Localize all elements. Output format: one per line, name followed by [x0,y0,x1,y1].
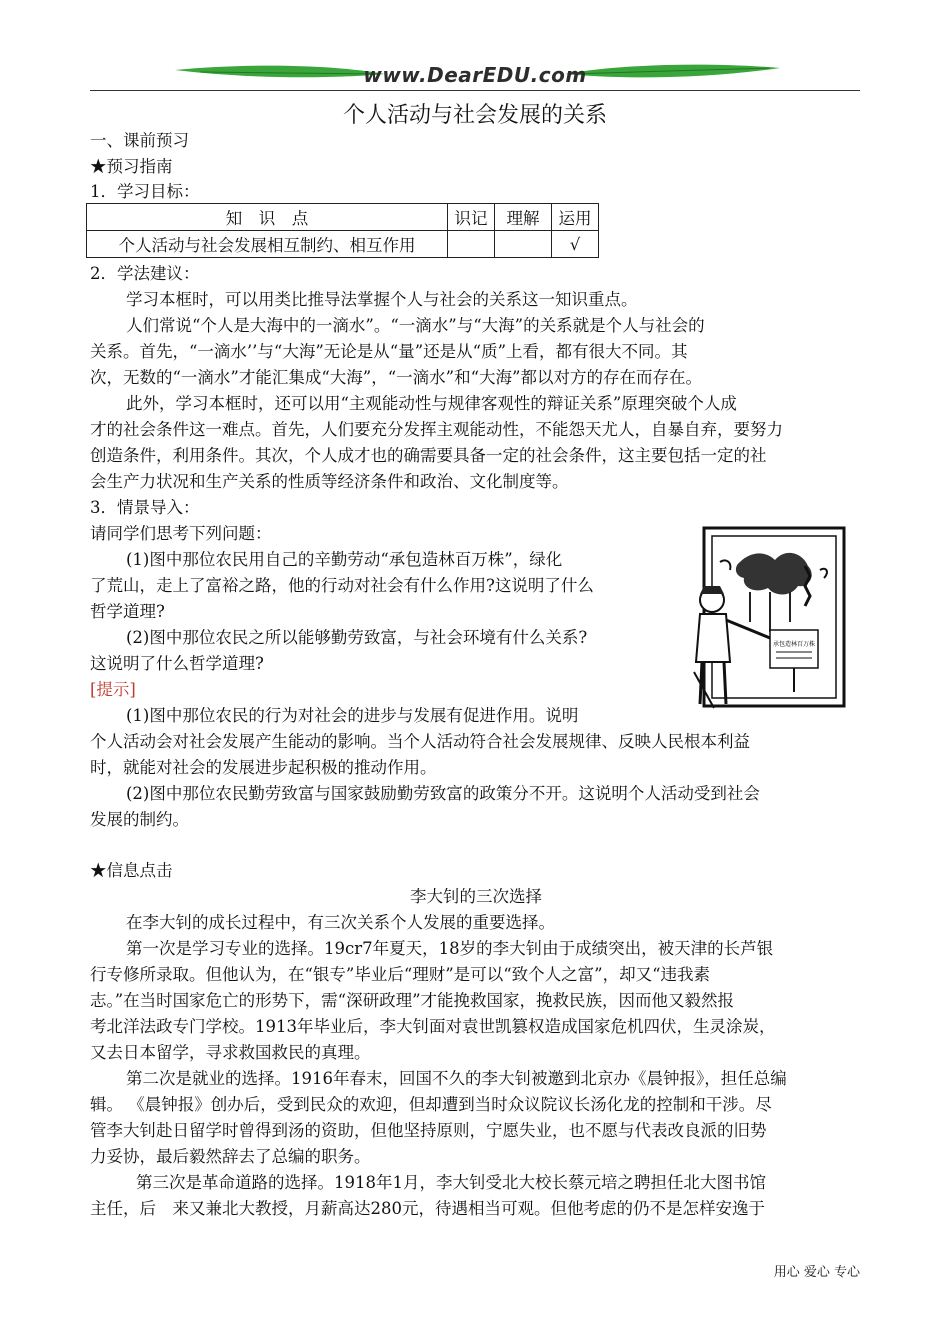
paragraph-line: 学习本框时，可以用类比推导法掌握个人与社会的关系这一知识重点。 [126,290,638,309]
sign-text: 承包造林百万株 [772,641,816,648]
method-heading: 2．学法建议： [90,264,200,283]
article-title: 李大钊的三次选择 [410,887,542,906]
table-cell [495,231,552,258]
farmer-illustration [690,522,860,712]
site-logo-text[interactable]: www.DearEDU.com [363,63,587,87]
table-row [87,231,599,258]
paragraph-line: 辑。 《晨钟报》创办后，受到民众的欢迎，但却遭到当时众议院议长汤化龙的控制和干涉。尽 [90,1095,772,1114]
table-cell: 个人活动与社会发展相互制约、相互作用 [87,231,448,258]
paragraph-line: 发展的制约。 [90,810,189,829]
paragraph-line: 时，就能对社会的发展进步起积极的推动作用。 [90,758,437,777]
paragraph-line: 创造条件，利用条件。其次，个人成才也的确需要具备一定的社会条件，这主要包括一定的社 [90,446,767,465]
table-header-cell: 知 识 点 [87,204,448,231]
paragraph-line: 管李大钊赴日留学时曾得到汤的资助，但他坚持原则，宁愿失业，也不愿与代表改良派的旧势 [90,1121,767,1140]
paragraph-line: 请同学们思考下列问题： [90,524,272,543]
paragraph-line: 次，无数的“一滴水”才能汇集成“大海”，“一滴水”和“大海”都以对方的存在而存在。 [90,368,702,387]
paragraph-line: 力妥协，最后毅然辞去了总编的职务。 [90,1147,371,1166]
section-heading: 一、课前预习 [90,131,189,150]
paragraph-line: 在李大钊的成长过程中，有三次关系个人发展的重要选择。 [126,913,555,932]
paragraph-line: 这说明了什么哲学道理? [90,654,264,673]
paragraph-line: (2)图中那位农民勤劳致富与国家鼓励勤劳致富的政策分不开。这说明个人活动受到社会 [126,784,760,803]
page-title: 个人活动与社会发展的关系 [342,103,607,128]
paragraph-line: (1)图中那位农民的行为对社会的进步与发展有促进作用。说明 [126,706,579,725]
table-cell [448,231,495,258]
table-header-cell: 识记 [448,204,495,231]
header-rule [90,90,860,91]
paragraph-line: 第一次是学习专业的选择。19cr7年夏天，18岁的李大钊由于成绩突出，被天津的长芦银 [126,939,774,958]
page-footer: 用心 爱心 专心 [773,1265,860,1280]
paragraph-line: 才的社会条件这一难点。首先，人们要充分发挥主观能动性，不能怨天尤人，自暴自弃，要努力 [90,420,783,439]
table-header-row [87,204,599,231]
paragraph-line: 人们常说“个人是大海中的一滴水”。“一滴水”与“大海”的关系就是个人与社会的 [126,316,705,335]
farmer-drawing-icon [690,522,860,712]
paragraph-line: 哲学道理? [90,602,165,621]
site-header [90,58,860,94]
paragraph-line: (2)图中那位农民之所以能够勤劳致富，与社会环境有什么关系? [126,628,588,647]
paragraph-line: (1)图中那位农民用自己的辛勤劳动“承包造林百万株”，绿化 [126,550,563,569]
paragraph-line: 第三次是革命道路的选择。1918年1月，李大钊受北大校长蔡元培之聘担任北大图书馆 [136,1173,766,1192]
paragraph-line: 第二次是就业的选择。1916年春末，回国不久的李大钊被邀到北京办《晨钟报》，担任总编 [126,1069,787,1088]
guide-heading: ★预习指南 [90,157,173,176]
hint-label: [提示] [90,680,136,699]
paragraph-line: 考北洋法政专门学校。1913年毕业后，李大钊面对袁世凯篡权造成国家危机四伏，生灵涂炭， [90,1017,776,1036]
info-heading: ★信息点击 [90,861,173,880]
paragraph-line: 主任，后 来又兼北大教授，月薪高达280元，待遇相当可观。但他考虑的仍不是怎样安逸于 [90,1199,765,1218]
paragraph-line: 个人活动会对社会发展产生能动的影响。当个人活动符合社会发展规律、反映人民根本利益 [90,732,750,751]
paragraph-line: 此外，学习本框时，还可以用“主观能动性与规律客观性的辩证关系”原理突破个人成 [126,394,737,413]
scene-heading: 3．情景导入： [90,498,200,517]
table-cell: √ [552,231,599,258]
paragraph-line: 了荒山，走上了富裕之路，他的行动对社会有什么作用?这说明了什么 [90,576,594,595]
paragraph-line: 志。”在当时国家危亡的形势下，需“深研政理”才能挽救国家，挽救民族，因而他又毅然报 [90,991,735,1010]
paragraph-line: 关系。首先，“一滴水’’与“大海”无论是从“量”还是从“质”上看，都有很大不同。其 [90,342,688,361]
paragraph-line: 又去日本留学，寻求救国救民的真理。 [90,1043,371,1062]
goal-heading: 1．学习目标： [90,182,200,201]
table-header-cell: 运用 [552,204,599,231]
table-header-cell: 理解 [495,204,552,231]
learning-goals-table [86,203,599,258]
paragraph-line: 会生产力状况和生产关系的性质等经济条件和政治、文化制度等。 [90,472,569,491]
paragraph-line: 行专修所录取。但他认为，在“银专”毕业后“理财”是可以“致个人之富”，却又“违我素 [90,965,711,984]
